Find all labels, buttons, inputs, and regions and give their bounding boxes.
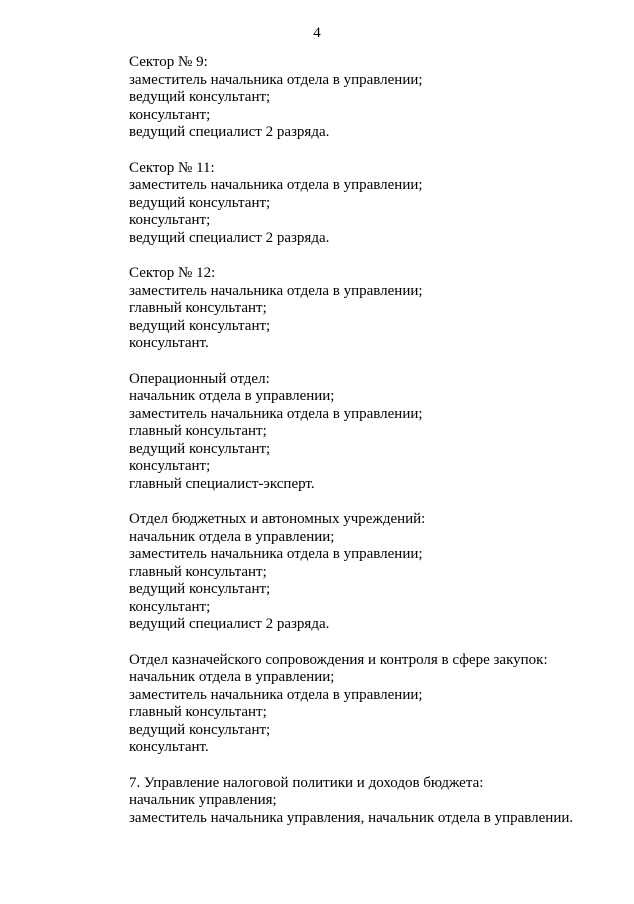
section [129,371,609,494]
position-item: заместитель начальника отдела в управлении; [129,546,423,562]
position-item: ведущий консультант; [129,317,271,334]
section-title: Отдел бюджетных и автономных учреждений: [129,511,426,527]
section-gap [129,634,609,652]
position-item: заместитель начальника отдела в управлении; [129,71,423,88]
section-gap [129,757,609,775]
section-title: Сектор № 11: [129,159,215,176]
position-item: главный консультант; [129,423,267,439]
section-gap [129,247,609,265]
page-number: 4 [313,25,321,41]
position-item: консультант. [129,739,209,755]
position-item: консультант. [129,335,209,351]
position-item: ведущий консультант; [129,581,271,597]
position-item: заместитель начальника отдела в управлении; [129,686,423,703]
position-item: главный консультант; [129,704,267,720]
position-item: ведущий специалист 2 разряда. [129,124,330,140]
position-item: заместитель начальника отдела в управлении; [129,177,423,193]
section-title: Операционный отдел: [129,370,270,387]
section [129,265,609,353]
section-gap [129,142,609,160]
position-item: начальник отдела в управлении; [129,669,335,685]
section [129,652,609,757]
position-item: консультант; [129,598,211,615]
section-gap [129,493,609,511]
position-item: ведущий специалист 2 разряда. [129,229,330,246]
position-item: консультант; [129,106,211,123]
section-title: 7. Управление налоговой политики и доходов бюджета: [129,774,484,791]
position-item: заместитель начальника отдела в управлении; [129,282,423,299]
position-item: главный специалист-эксперт. [129,475,315,492]
position-item: ведущий консультант; [129,721,271,738]
position-item: консультант; [129,458,211,474]
section [129,160,609,248]
position-item: начальник управления; [129,792,277,808]
position-item: заместитель начальника отдела в управлении; [129,405,423,422]
position-item: ведущий консультант; [129,194,271,211]
section [129,775,609,828]
section [129,54,609,142]
position-item: начальник отдела в управлении; [129,528,335,545]
section-title: Сектор № 9: [129,54,208,70]
position-item: заместитель начальника управления, начальник отдела в управлении. [129,809,574,826]
position-item: консультант; [129,212,211,228]
document-body [129,54,609,827]
position-item: начальник отдела в управлении; [129,388,335,404]
section-title: Сектор № 12: [129,265,216,281]
section-title: Отдел казначейского сопровождения и контроля в сфере закупок: [129,651,548,668]
position-item: ведущий специалист 2 разряда. [129,616,330,632]
position-item: ведущий консультант; [129,440,271,457]
section-gap [129,353,609,371]
position-item: главный консультант; [129,563,267,580]
position-item: ведущий консультант; [129,89,271,105]
position-item: главный консультант; [129,300,267,316]
section [129,511,609,634]
